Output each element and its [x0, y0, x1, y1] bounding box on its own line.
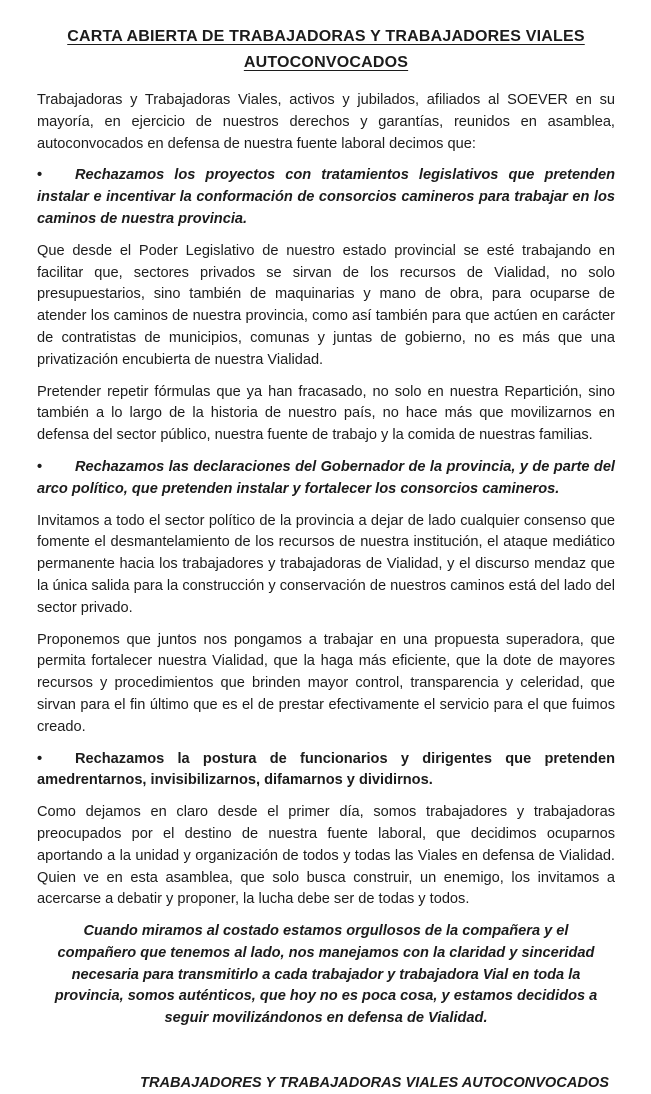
paragraph-invitamos: Invitamos a todo el sector político de la provincia a dejar de lado cualquier consenso que fomente el desmantelamiento de los recursos de nuestra institución, el ataque mediático permanente hacia los trabajadores y trabajadoras de Vialidad, y el discurso mendaz que la única salida para la construcción y conservación de nuestros caminos está del lado del sector privado. [37, 512, 615, 616]
bullet-item-1-text: Rechazamos los proyectos con tratamientos legislativos que pretenden instalar e incentivar la conformación de consorcios camineros para trabajar en los caminos de nuestra provincia. [37, 167, 615, 227]
bullet-icon: • [37, 458, 43, 475]
paragraph-closing: Cuando miramos al costado estamos orgullosos de la compañera y el compañero que tenemos al lado, nos manejamos con la claridad y sinceridad necesaria para transmitirlo a cada trabajador y trabajadora Vial en toda la provincia, somos auténticos, que hoy no es poca cosa, y estamos decididos a seguir movilizándonos en defensa de Vialidad. [54, 923, 598, 1027]
bullet-icon: • [37, 167, 43, 184]
signature-line: TRABAJADORES Y TRABAJADORAS VIALES AUTOCONVOCADOS [140, 1075, 609, 1092]
paragraph-como-dejamos: Como dejamos en claro desde el primer día, somos trabajadores y trabajadoras preocupados por el destino de nuestra fuente laboral, que decidimos ocuparnos aportando a la unidad y organización de todos y todas las Viales en defensa de Vialidad. Quien ve en esta asamblea, que solo busca construir, un enemigo, los invitamos a acercarse a debatir y proponer, la lucha debe ser de todas y todos. [37, 804, 615, 908]
bullet-item-1 [37, 165, 615, 230]
document-title [37, 24, 615, 76]
bullet-item-2-text: Rechazamos las declaraciones del Gobernador de la provincia, y de parte del arco político, que pretenden instalar y fortalecer los consorcios camineros. [37, 458, 615, 497]
bullet-icon: • [37, 750, 43, 767]
paragraph-intro: Trabajadoras y Trabajadoras Viales, activos y jubilados, afiliados al SOEVER en su mayoría, en ejercicio de nuestros derechos y garantías, reunidos en asamblea, autoconvocados en defensa de nuestra fuente laboral decimos que: [37, 92, 615, 152]
title-line-2: AUTOCONVOCADOS [243, 54, 409, 71]
bullet-item-2 [37, 457, 615, 501]
paragraph-legislativo: Que desde el Poder Legislativo de nuestro estado provincial se esté trabajando en facilitar que, sectores privados se sirvan de los recursos de Vialidad, no solo presupuestarios, sino también de maquinarias y mano de obra, para ocuparse de atender los caminos de nuestra provincia, como así también para que actúen en carácter de contratistas de municipios, comunas y juntas de gobierno, no es más que una privatización encubierta de nuestra Vialidad. [37, 242, 615, 368]
title-line-1: CARTA ABIERTA DE TRABAJADORAS Y TRABAJADORES VIALES [67, 28, 585, 45]
paragraph-proponemos: Proponemos que juntos nos pongamos a trabajar en una propuesta superadora, que permita fortalecer nuestra Vialidad, que la haga más eficiente, que la dote de mayores recursos y procedimientos que brinden mayor control, transparencia y celeridad, que sirvan para el fin último que es el de prestar efectivamente el servicio para el que fuimos creado. [37, 631, 615, 735]
bullet-item-3 [37, 749, 615, 793]
bullet-item-3-text: Rechazamos la postura de funcionarios y dirigentes que pretenden amedrentarnos, invisibilizarnos, difamarnos y dividirnos. [37, 750, 615, 789]
paragraph-pretender: Pretender repetir fórmulas que ya han fracasado, no solo en nuestra Repartición, sino también a lo largo de la historia de nuestro país, no hace más que movilizarnos en defensa del sector público, nuestra fuente de trabajo y la comida de nuestras familias. [37, 383, 615, 444]
